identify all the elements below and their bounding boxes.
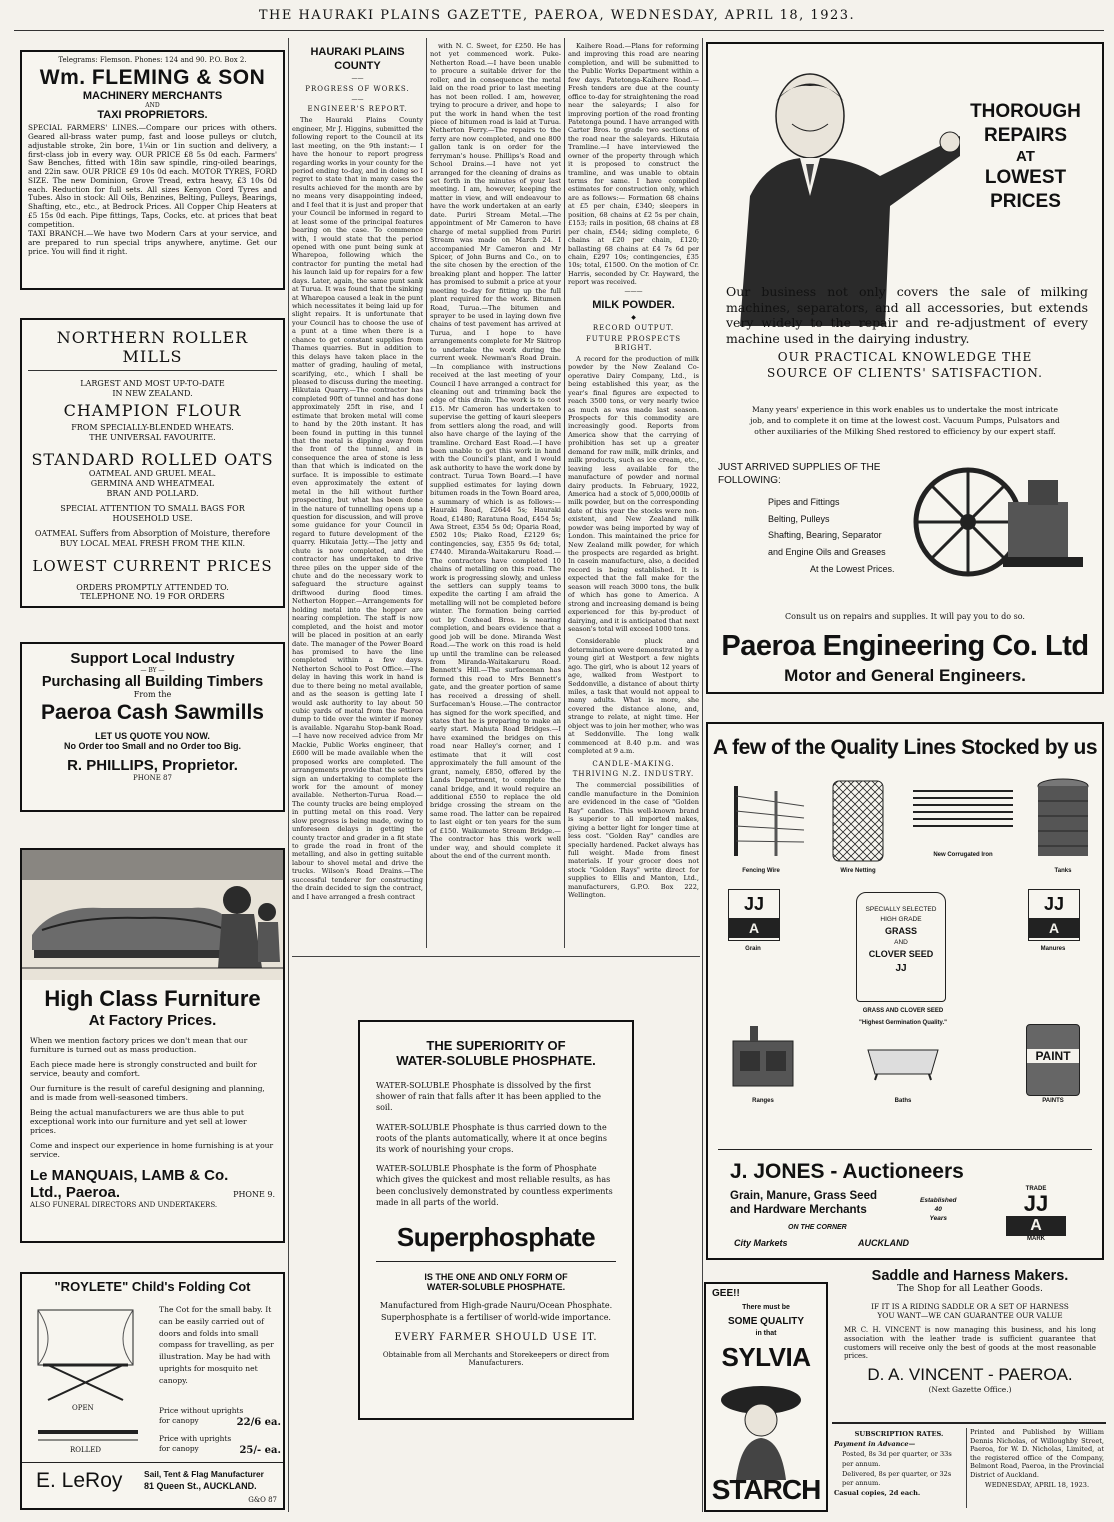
engineering-item1: Pipes and Fittings (768, 497, 840, 507)
manures-logo-a: A (1029, 918, 1079, 938)
northern-l14: TELEPHONE NO. 19 FOR ORDERS (80, 592, 225, 602)
candle-sub: THRIVING N.Z. INDUSTRY. (572, 770, 695, 779)
range-stove-icon (728, 1026, 798, 1096)
furniture-n2: Ltd., Paeroa. (30, 1184, 121, 1202)
sawmills-l6: LET US QUOTE YOU NOW. (95, 730, 210, 741)
sawmills-advert (20, 642, 285, 812)
paint-can (1026, 1024, 1080, 1096)
phosphate-l2: WATER-SOLUBLE PHOSPHATE. (426, 1281, 566, 1292)
sylvia-l1: There must be (742, 1304, 790, 1311)
furniture-p4: Being the actual manufacturers we are thus able to put exceptional work into our furniture and yet sell at lower prices. (30, 1107, 247, 1135)
sylvia-l3: in that (755, 1330, 777, 1337)
jones-city: City Markets (734, 1238, 788, 1248)
fleming-contact: Telegrams: Flemson. Phones: 124 and 90. P.O. Box 2. (58, 56, 247, 64)
baths-label: Baths (894, 1098, 912, 1104)
seed-bag-l5: CLOVER SEED (868, 948, 934, 959)
milk-body2: Considerable pluck and determination were demonstrated by a young girl at Westport a few nights ago. The girl, who is about 12 years of age, walked from Westport to Seddonville, a distance of about thirty miles, a task that would not appeal to many adults. What is more, she covered the distance alone, and, strange to relate, at night time. Her object was to join her mother, who was at Seddonville. The long walk commenced at 8.40 p.m. and was completed at 9 a.m. (568, 637, 699, 756)
northern-l13: ORDERS PROMPTLY ATTENDED TO. (76, 582, 229, 592)
cot-price2-c: 25/- ea. (239, 1445, 281, 1457)
milk-body: A record for the production of milk powder by the New Zealand Co-operative Dairy Company, Ltd., is being established this year, as the year's final figures are expected to reach 3500 tons, or very nearly twice as much as was made last season. Prospects for this commodity are increasingly good. Reports from America show that the carrying of prohibition has set up a greater demand for raw milk, milk drinks, and milk products, such as ice cream, etc., leaving less available for the manufacture of powder and normal dairy products. In February, 1922, America had a stock of 5,000,000lb of milk powder, but on the corresponding date of this year the stocks were non-existent, and New Zealand milk powder was being imported by way of London. This maintained the price for New Zealand milk powder, for which the prospects are regarded as bright. In casein manufacture, also, a decided record is being established. It is expected that the fall make for the season will reach 3000 tons, the bulk of which has gone to America. A strong and increasing demand is being experienced for this by-product of dairying, and it is anticipated that next season's total will exceed 1000 tons. (568, 354, 699, 633)
northern-l3: CHAMPION FLOUR (63, 401, 242, 421)
column-rule-4 (702, 38, 703, 1512)
county-column-3: Kaihere Road.—Plans for reforming and improving this road are nearing completion, and will be submitted to the Public Works Department within a few days. Patetonga-Kaihere Road.—Fresh tenders are due at the county office to-day for straightening the road near the saleyards; I also for improving portion of the road fronting Patetonga pound. I have arranged with Carter Bros. to grade two sections of the road near the saleyards. Hikutaia Tramline.—I have interviewed the owner of the property through which it is proposed to construct the tramline, and was unable to obtain terms for same. I have compiled estimates for construction only, which are as follows:— Formation 68 chains at £5 per chain, £340; sleepers in position, 68 chains at £2 5s per chain, £153; rails in position, 68 chains at £8 per chain, £544; siding complete, 6 chains at £20 per chain, £120; ballasting 68 chains at £4 7s 6d per chain, £297 10s; contingencies, £35 10s; total, £1500. On the motion of Cr. Harris, seconded by Cr. Hayward, the report was received. ——— MILK POWDER. ◆ RECORD OUTPUT. FUTURE PROSPECTS BRIGHT. A record for the production of milk powder by the New Zealand Co-operative Dairy Company, Ltd., is being established this year, as the year's final figures are expected to reach 3500 tons, or very nearly twice as much as was made last season. Prospects for this commodity are increasingly good. Reports from America show that the carrying of prohibition has set up a greater demand for raw milk, milk drinks, and milk products, such as ice cream, etc., leaving less available for the manufacture of powder and normal dairy products. In February, 1922, America had a stock of 5,000,000lb of milk powder, but on the corresponding date of this year the stocks were non-existent, and New Zealand milk powder was being imported by way of London. This maintained the price for New Zealand milk powder, for which the prospects are regarded as bright. In casein manufacture, also, a decided record is being established. It is expected that the fall make for the season will reach 3000 tons, the bulk of which has gone to America. A strong and increasing demand is being experienced for this by-product of dairying, and it is anticipated that next season's total will exceed 1000 tons. Considerable pluck and determination were demonstrated by a young girl at Westport a few nights ago. The girl, who is about 12 years of age, walked from Westport to Seddonville, a distance of about thirty miles, a task that would not appeal to many adults. What is more, she covered the distance alone, and, strange to relate, at night time. Her object was to join her mother, who was at Seddonville. The long walk commenced at 8.40 p.m. and was completed at 9 a.m. CANDLE-MAKING. THRIVING N.Z. INDUSTRY. The commercial possibilities of candle manufacture in the Dominion are evidenced in the case of "Golden Ray" candles. This well-known brand is superior to all imported makes, giving a better light for longer time at less cost. "Golden Ray" candles are specially hardened. Packet always has full weight. Made from finest materials. If your grocer does not stock "Golden Rays" write direct for supplies to Ellis and Manton, Ltd., manufacturers, G.P.O. Box 222, Wellington. (568, 42, 699, 900)
county-text-3: Kaihere Road.—Plans for reforming and improving this road are nearing completion, and will be submitted to the Public Works Department within a few days. Patetonga-Kaihere Road.—Fresh tenders are due at the county office to-day for straightening the road near the saleyards; I also for improving portion of the road fronting Patetonga pound. I have arranged with Carter Bros. to grade two sections of the road near the saleyards. Hikutaia Tramline.—I have interviewed the owner of the property through which it is proposed to construct the tramline, and was unable to obtain terms for same. I have compiled estimates for construction only, which are as follows:— Formation 68 chains at £5 per chain, £340; sleepers in position, 68 chains at £2 5s per chain, £153; rails in position, 68 chains at £8 per chain, £544; siding complete, 6 chains at £20 per chain, £120; ballasting 68 chains at £4 7s 6d per chain, £297 10s; contingencies, £35 10s; total, £1500. On the motion of Cr. Harris, seconded by Cr. Hayward, the report was received. (568, 42, 699, 287)
candle-body: The commercial possibilities of candle manufacture in the Dominion are evidenced in the case of "Golden Ray" candles. This well-known brand is superior to all imported makes, giving a better light for longer time at less cost. "Golden Ray" candles are specially hardened. Packet always has full weight. Made from finest materials. If your grocer does not stock "Golden Rays" write direct for supplies to Ellis and Manton, Ltd., manufacturers, G.P.O. Box 222, Wellington. (568, 781, 699, 900)
seed-bag-l4: AND (894, 939, 908, 946)
sawmills-l5: Paeroa Cash Sawmills (41, 700, 264, 724)
sylvia-big: SYLVIA (721, 1342, 811, 1372)
northern-l5: THE UNIVERSAL FAVOURITE. (89, 432, 216, 442)
county-column-1: HAURAKI PLAINS COUNTY —— PROGRESS OF WORKS. —— ENGINEER'S REPORT. The Hauraki Plains County engineer, Mr J. Higgins, submitted the following report to the Council at its last meeting, on the 9th instant:— I have the honour to report progress regarding works in your county for the period ending to-day, and in doing so I regret to state that in many cases the results achieved for the month are by no means very disappointing indeed, and I feel that it is just and proper that your Council be informed in regard to at least some of the principal features bearing on the case. To commence with, I would state that the period opened with one punt being sunk at Wharepoa, following which the contractor for punting the metal had his launch laid up for repairs for a few days. Later, again, the same punt sank at Turua. It was found that the sinking at Wharepoa caused a leak in the punt which necessitates it being laid up for slight repairs. It is unfortunate that your Council has to choose the use of a punt at a time when there is a chance to get constant supplies from Thames quarries. But in addition to this delays have taken place in the matter of grading, hauling of metal, scarifying, etc., which I shall be pleased to discuss during the meeting. Hikutaia Quarry.—The contractor has completed 90ft of tunnel and has done approximately 25ft in rise, and I estimate that broken metal will come to hand by the 20th instant. It has been found in putting in this tunnel that the metal is dipping away from the front of the tunnel, and in consequence the area of stone is less than that which is indicated on the surface. It is impossible to estimate even approximately the extent of metal in the hill without further prospecting, but what has been done in the nature of tunnelling opens up a question for discussion, and will prove some guidance for your Council in regard to future development of the quarry. Hikutaia Jetty.—The jetty and chute is now completed, and the contractor has undertaken to drive three piles on the upper side of the chute and do the necessary work to safeguard the structure against driftwood during flood times. Netherton Hopper.—Arrangements for holding metal into the hopper are nearing completion. The staff is now completed, and the hoist and motor will be placed in position at an early date. The manager of the Power Board has promised to have the line completed within a few days. Netherton School to Post Office.—The delay in having this work in hand is due to there being no metal available, and as the season is getting late I would ask authority to lay about 50 cubic yards of metal from the Paeroa dump to tide over the winter if money is available. Ngarahu Stop-bank Road.—I have now received advice from Mr Mackie, Public Works engineer, that £600 will be made available when the proposed works are completed. The arrangements provide that the settlers sign an undertaking to complete the work for the amount of money available. Netherton-Turua Road.—The county trucks are being employed in putting metal on this road. Very slow progress is being made, owing to unforeseen delays in getting the county tractor and grader in a fit state to grade the road in front of the metalling, and also in getting suitable labour to shovel metal and drive the trucks. Wilson's Road Drains.—The successful tenderer for constructing the drain decided to sign the contract, and I have arranged a fresh contract (292, 46, 423, 901)
sawmills-l2: — BY — (140, 667, 165, 674)
tanks-label: Tanks (1054, 868, 1072, 874)
phosphate-top-rule (292, 956, 700, 957)
phosphate-l5: EVERY FARMER SHOULD USE IT. (394, 1331, 598, 1343)
county-text-1: The Hauraki Plains County engineer, Mr J. Higgins, submitted the following report to the Council at its last meeting, on the 9th instant:— I have the honour to report progress regarding works in your county for the period ending to-day, and in doing so I regret to state that in many cases the results achieved for the month are by no means very disappointing indeed, and I feel that it is just and proper that your Council be informed in regard to at least some of the principal features bearing on the case. To commence with, I would state that the period opened with one punt being sunk at Wharepoa, following which the contractor for punting the metal had his launch laid up for repairs for a few days. Later, again, the same punt sank at Turua. It was found that the sinking at Wharepoa caused a leak in the punt which necessitates it being laid up for slight repairs. It is unfortunate that your Council has to choose the use of a punt at a time when there is a chance to get constant supplies from Thames quarries. But in addition to this delays have taken place in the matter of grading, hauling of metal, scarifying, etc., which I shall be pleased to discuss during the meeting. Hikutaia Quarry.—The contractor has completed 90ft of tunnel and has done approximately 25ft in rise, and I estimate that broken metal will come to hand by the 20th instant. It has been found in putting in this tunnel that the metal is dipping away from the front of the tunnel, and in consequence the area of stone is less than that which is indicated on the surface. It is impossible to estimate even approximately the extent of metal in the hill without further prospecting, but what has been done in the nature of tunnelling opens up a question for discussion, and will prove some guidance for your Council in regard to future development of the quarry. Hikutaia Jetty.—The jetty and chute is now completed, and the contractor has undertaken to drive three piles on the upper side of the chute and do the necessary work to safeguard the structure against driftwood during flood times. Netherton Hopper.—Arrangements for holding metal into the hopper are nearing completion. The staff is now completed, and the hoist and motor will be placed in position at an early date. The manager of the Power Board has promised to have the line completed within a few days. Netherton School to Post Office.—The delay in having this work in hand is due to there being no metal available, and as the season is getting late I would ask authority to lay about 50 cubic yards of metal from the Paeroa dump to tide over the winter if money is available. Ngarahu Stop-bank Road.—I have now received advice from Mr Mackie, Public Works engineer, that £600 will be made available when the proposed works are completed. The arrangements provide that the settlers sign an undertaking to complete the work for the amount of money available. Netherton-Turua Road.—The county trucks are being employed in putting metal on this road. Very slow progress is being made, owing to unforeseen delays in getting the county tractor and grader in a fit state to grade the road in front of the metalling, and also in getting suitable labour to shovel metal and drive the trucks. Wilson's Road Drains.—The successful tenderer for constructing the drain decided to sign the contract, and I have arranged a fresh contract (292, 116, 423, 901)
cot-illustration (28, 1300, 148, 1450)
fleming-body: SPECIAL FARMERS' LINES.—Compare our prices with others. Geared all-brass water pump, fast and loose pulleys or clutch, adjustable stroke, 2in bore, 1¼in or 1in suction and delivery, a first-class job in every way. OUR PRICE £8 5s 0d each. Farmers' Saw Benches, fitted with 18in saw spindle, ring-oiled bearings, and 22in saw. OUR PRICE £9 10s 0d each. MOTOR TYRES, FORD SIZE. The new Dominion, Grove Tread, extra heavy, £3 10s 0d each. Reduction for full sets. All sizes Kenyon Cord Tyres and Tubes. Also in stock: All Oils, Benzines, Belting, Pulleys, Bearings, Shafting, etc., etc., at Bedrock Prices. All Copper Chip Heaters at £5 15s 0d each. Pipe fittings, Taps, Cocks, etc. at prices that beat competition. (28, 123, 277, 229)
grain-label: Grain (745, 946, 761, 952)
jones-corner: ON THE CORNER (788, 1224, 847, 1231)
fencing-wire-icon (716, 776, 806, 866)
northern-l2: IN NEW ZEALAND. (112, 388, 193, 398)
fleming-line1: MACHINERY MERCHANTS (82, 90, 223, 103)
candle-title: CANDLE-MAKING. (592, 759, 675, 768)
seed-label: GRASS AND CLOVER SEED (862, 1008, 944, 1014)
furniture-advert (20, 848, 285, 1243)
sawmills-l8: R. PHILLIPS, Proprietor. (67, 756, 238, 774)
paint-can-label: PAINT (1027, 1049, 1079, 1063)
engineering-knowledge1: OUR PRACTICAL KNOWLEDGE THE (777, 350, 1033, 364)
engineering-arr1: JUST ARRIVED SUPPLIES OF THE (718, 462, 881, 473)
fleming-line2: AND (145, 102, 160, 110)
imprint-box (970, 1428, 1104, 1490)
northern-l4: FROM SPECIALLY-BLENDED WHEATS. (71, 423, 234, 433)
cot-addr2: 81 Queen St., AUCKLAND. (144, 1481, 257, 1491)
jones-title: A few of the Quality Lines Stocked by us (712, 736, 1098, 759)
furniture-n3: PHONE 9. (233, 1190, 275, 1200)
subs-l2: Posted, 8s 3d per quarter, or 33s per annum. (842, 1449, 952, 1468)
northern-l12: LOWEST CURRENT PRICES (32, 556, 273, 575)
phosphate-l6: Obtainable from all Merchants and Storekeepers or direct from Manufacturers. (382, 1350, 610, 1367)
furniture-l1: High Class Furniture (44, 986, 261, 1011)
cot-addr1: Sail, Tent & Flag Manufacturer (144, 1469, 264, 1479)
northern-title: NORTHERN ROLLER MILLS (28, 328, 277, 371)
sylvia-l2: SOME QUALITY (727, 1316, 805, 1327)
jones-advert (706, 722, 1104, 1260)
northern-l8: GERMINA AND WHEATMEAL (90, 478, 215, 488)
jones-trade: TRADE (1025, 1186, 1047, 1192)
grain-logo-jj: JJ (743, 894, 765, 914)
masthead-rule (14, 30, 1104, 31)
engineering-knowledge2: SOURCE OF CLIENTS' SATISFACTION. (767, 366, 1043, 380)
cot-code: G&O 87 (248, 1496, 277, 1504)
engineering-exp: Many years' experience in this work enables us to undertake the most intricate job, and to complete it on time at the lowest cost. Vacuum Pumps, Pulsators and other auxiliaries of the Milking Shed restored to efficiency by our expert staff. (750, 405, 1060, 436)
paints-label: PAINTS (1042, 1098, 1064, 1104)
engineering-arr2: FOLLOWING: (718, 475, 781, 486)
engineering-item2: Belting, Pulleys (768, 513, 830, 524)
phosphate-p2: WATER-SOLUBLE Phosphate is thus carried down to the roots of the plants automatically, where it at once begins its work of nourishing your crops. (376, 1122, 607, 1154)
phosphate-title2: WATER-SOLUBLE PHOSPHATE. (396, 1053, 596, 1068)
column-rule-1 (288, 38, 289, 1512)
saddle-next: (Next Gazette Office.) (928, 1385, 1012, 1394)
phosphate-title1: THE SUPERIORITY OF (426, 1038, 566, 1053)
jones-trademark-jj: JJ (1023, 1191, 1049, 1216)
fleming-taxi: TAXI BRANCH.—We have two Modern Cars at your service, and are prepared to run special trips anywhere, anytime. Get our price. You will find it right. (28, 229, 277, 256)
sawmills-l9: PHONE 87 (133, 773, 172, 782)
jones-name: J. JONES - Auctioneers (730, 1160, 964, 1183)
saddle-l1: IF IT IS A RIDING SADDLE OR A SET OF HARNESS (871, 1302, 1069, 1311)
engineering-name: Paeroa Engineering Co. Ltd (721, 630, 1089, 662)
jones-auckland: AUCKLAND (858, 1238, 909, 1248)
engineering-h2: REPAIRS (983, 124, 1068, 146)
engineering-item4: and Engine Oils and Greases (768, 546, 886, 557)
engineering-consult: Consult us on repairs and supplies. It will pay you to do so. (785, 612, 1025, 621)
furniture-p2: Each piece made here is strongly constructed and built for service, beauty and comfort. (30, 1059, 257, 1078)
furniture-l2: At Factory Prices. (88, 1012, 217, 1029)
subs-l4: Casual copies, 2d each. (834, 1489, 921, 1498)
county-text-2: with N. C. Sweet, for £250. He has not yet commenced work. Puke-Netherton Road.—I have been unable to procure a suitable driver for the roller, and in consequence the metal laid on the road prior to last meeting has not been rolled. I am, however, trying to procure a driver, and hope to put the work in hand when the test piece of bitumen road is laid at Turua. Netherton Ferry.—The repairs to the ferry are now completed, and one 800 gallon tank is on order for the ferryman's house. Phillips's Road and School Drains.—I have not yet arranged for the cleaning of drains as set forth in the minutes of your last meeting. I am, however, keeping the matter in view, and will endeavour to have the work undertaken at an early date. Puriri Stream Metal.—The appointment of Mr Cameron to have charge of metal supplied from Puriri Stream was made on March 24. I accompanied Mr Cameron and Mr Spicer, of John Burns and Co., on to the site chosen by the erection of the breaking plant and hopper. The latter has promised to submit a price at your meeting to-day for fitting up the full plant required for the work. Bitumen Road, Turua.—The bitumen and sprayer to be used in laying down five chains of test pavement has arrived at Turua, and I hope to have arrangements complete for Mr Skitrop to undertake the work during the current week. Newman's Road Drain.—In compliance with instructions received at the last meeting of your Council I have arranged a contract for cleaning out and trimming back the edge of this drain. The work is to cost £15. Mr Cameron has undertaken to supervise the getting of kauri sleepers from settlers along the road, and will also have charge of the laying of the tramline. Orchard East Road.—I have been unable to get this work in hand with the Council's plant, and I would ask authority to have the work done by contract. Turua Town Board.—I have supplied estimates for laying down bitumen roads in the Town Board area, a summary of which is as follows:— Hauraki Road, £2644 5s; Hauraki Road, £1480; Raratuna Road, £454 5s; Awa Street, £354 5s 0d; Oparia Road, £502 10s; Piako Road, £2129 6s; contingencies, say, £355 9s 6d; total, £7440. Miranda-Waitakaruru Road.—The contractors have completed 10 chains of metalling on this road. The work is progressing slowly, and unless the settlers can supply teams to expedite the carting I am afraid the metalling will not be completed before winter. The formation being carried out by Coxhead Bros. is nearing completion, and bears evidence that a good job will be done. Miranda West Road.—The work on this road is held up until the tramline can be released from Miranda-Waitakaruru Road. Bennett's Hill.—The surfaceman has formed this road to Mrs Bennett's gate, and the greater portion of same has received a dressing of shell. Surfaceman's House.—The contractor has signed for the work specified, and states that he is preparing to make an early start. Mahuta Road Bridges.—I have examined the bridges on this road near Halley's corner, and I estimate that it will cost approximately the full amount of the grant, namely, £850, offered by the Lands Department, to complete the canal bridge, and it would require an additional £550 to replace the old bridge crossing the stream on the same road. The latter can be repaired to last eight or ten years for the sum of £150. Waikumete Stream Bridge.—The contractor has this work well under way, and should complete it about the end of the current month. (430, 42, 561, 860)
furniture-illustration (22, 850, 283, 980)
column-rule-2 (426, 38, 427, 948)
cot-rolled: ROLLED (70, 1446, 102, 1454)
saddle-advert (836, 1262, 1104, 1420)
jones-est: Established (920, 1197, 957, 1204)
phosphate-l4: Superphosphate is a fertiliser of world-wide importance. (381, 1312, 611, 1322)
northern-l11: OATMEAL Suffers from Absorption of Moisture, therefore BUY LOCAL MEAL FRESH FROM THE KILN. (34, 529, 271, 548)
furniture-n4: ALSO FUNERAL DIRECTORS AND UNDERTAKERS. (30, 1201, 218, 1210)
northern-l6: STANDARD ROLLED OATS (31, 450, 274, 470)
county-sub2: ENGINEER'S REPORT. (307, 105, 408, 114)
engineering-advert (706, 42, 1104, 694)
county-sub: PROGRESS OF WORKS. (305, 84, 410, 93)
sawmills-l1: Support Local Industry (70, 650, 235, 667)
cot-footer-rule (22, 1462, 283, 1463)
subs-title: SUBSCRIPTION RATES. (854, 1430, 944, 1438)
county-title: HAURAKI PLAINS COUNTY (310, 46, 405, 73)
seed-bag-jj: JJ (895, 963, 907, 975)
engineering-h5: PRICES (990, 191, 1061, 212)
sawmills-l3: Purchasing all Building Timbers (41, 674, 264, 690)
seed-bag-l3: GRASS (884, 925, 917, 936)
northern-l10: SPECIAL ATTENTION TO SMALL BAGS FOR HOUSEHOLD USE. (60, 504, 245, 523)
fencing-label: Fencing Wire (742, 868, 780, 874)
cot-desc: The Cot for the small baby. It can be easily carried out of doors and folds into small compass for travelling, as per illustration. May be had with uprights for mosquito net canopy. (159, 1305, 274, 1385)
sylvia-starch: STARCH (711, 1474, 821, 1505)
furniture-p3: Our furniture is the result of careful designing and planning, and is made from well-seasoned timbers. (30, 1083, 265, 1102)
milk-title: MILK POWDER. (592, 299, 675, 312)
phosphate-l1: IS THE ONE AND ONLY FORM OF (424, 1271, 568, 1282)
cot-price1-c: 22/6 ea. (236, 1416, 281, 1428)
manures-label: Manures (1040, 946, 1066, 952)
phosphate-advert (358, 1020, 634, 1420)
furniture-p5: Come and inspect our experience in home furnishing is at your service. (30, 1140, 274, 1159)
northern-l1: LARGEST AND MOST UP-TO-DATE (80, 379, 225, 388)
northern-mills-advert (20, 318, 285, 608)
engineering-h1: THOROUGH (970, 101, 1081, 122)
cot-price2-a: Price with uprights (159, 1434, 232, 1444)
wire-netting-icon (823, 776, 893, 866)
cot-open: OPEN (72, 1404, 94, 1412)
engineering-item3: Shafting, Bearing, Separator (768, 530, 882, 541)
cot-title: "ROYLETE" Child's Folding Cot (54, 1279, 251, 1294)
seed-bag-l1: SPECIALLY SELECTED (865, 906, 937, 913)
netting-label: Wire Netting (840, 868, 876, 874)
saddle-name: D. A. VINCENT - PAEROA. (867, 1365, 1073, 1384)
seed-quality: "Highest Germination Quality." (859, 1020, 947, 1026)
saddle-title: Saddle and Harness Makers. (871, 1268, 1069, 1284)
jones-mark: MARK (1027, 1236, 1045, 1242)
engineering-sub: Motor and General Engineers. (784, 666, 1026, 685)
ranges-label: Ranges (752, 1098, 774, 1104)
subs-l1: Payment in Advance— (834, 1439, 916, 1448)
iron-label: New Corrugated Iron (933, 852, 993, 858)
imprint-text: Printed and Published by William Dennis Nicholas, of Willoughby Street, Paeroa, for W. D. Nicholas, Limited, at the registered office of the Company, Belmont Road, Paeroa, in the Provincial District of Auckland. (970, 1428, 1104, 1479)
jones-trademark (1006, 1186, 1066, 1242)
northern-l7: OATMEAL AND GRUEL MEAL. (88, 469, 217, 479)
corrugated-iron-icon (913, 786, 1013, 836)
seed-bag-l2: HIGH GRADE (880, 915, 922, 923)
subs-l3: Delivered, 8s per quarter, or 32s per annum. (842, 1469, 952, 1488)
subscription-box (834, 1430, 964, 1499)
fleming-line3: TAXI PROPRIETORS. (97, 109, 208, 122)
tank-icon (1033, 776, 1093, 866)
county-column-2 (430, 42, 561, 947)
engineering-h4: LOWEST (984, 167, 1067, 189)
sylvia-gee: GEE!! (712, 1288, 740, 1299)
milk-sub: RECORD OUTPUT. (592, 324, 675, 333)
sawmills-l4: From the (133, 690, 172, 699)
furniture-n1: Le MANQUAIS, LAMB & Co. (30, 1167, 229, 1185)
cot-price2-b: for canopy (159, 1444, 199, 1454)
imprint-top-rule (832, 1422, 1106, 1424)
manures-logo-jj: JJ (1043, 894, 1065, 914)
jones-sub: Grain, Manure, Grass Seed (730, 1190, 878, 1202)
fleming-name: Wm. FLEMING & SON (39, 66, 266, 90)
fleming-advert (20, 50, 285, 290)
imprint-date: WEDNESDAY, APRIL 18, 1923. (984, 1481, 1090, 1490)
imprint-divider (966, 1428, 967, 1508)
cot-advert (20, 1272, 285, 1510)
northern-l9: BRAN AND POLLARD. (106, 488, 199, 498)
sylvia-advert (704, 1282, 828, 1512)
bath-icon (863, 1042, 943, 1082)
furniture-p1: When we mention factory prices we don't mean that our furniture is turned out as mass production. (30, 1036, 248, 1054)
grain-logo-a: A (729, 918, 779, 938)
engineering-h3: AT (1016, 147, 1035, 165)
column-rule-3 (564, 38, 565, 948)
flywheel-engine-illustration (908, 462, 1088, 582)
jones-est3: Years (929, 1215, 947, 1223)
grain-logo (728, 889, 780, 941)
cot-price1-a: Price without uprights (159, 1406, 244, 1415)
phosphate-l3: Manufactured from High-grade Nauru/Ocean Phosphate. (379, 1300, 613, 1310)
phosphate-p1: WATER-SOLUBLE Phosphate is dissolved by the first shower of rain that falls after it has been applied to the soil. (376, 1081, 602, 1113)
cot-name: E. LeRoy (36, 1469, 123, 1492)
manures-logo (1028, 889, 1080, 941)
seed-bag (856, 892, 946, 1002)
jones-est2: 40 (934, 1206, 942, 1214)
engineering-body: Our business not only covers the sale of milking machines, separators, and all accessories, but extends very widely to the repair and re-adjustment of every machine used in the dairying industry. (726, 284, 1088, 346)
milk-sub2: FUTURE PROSPECTS BRIGHT. (585, 335, 682, 353)
phosphate-p3: WATER-SOLUBLE Phosphate is the form of Phosphate which gives the quickest and most reliable results, as has been conclusively demonstrated by countless experiments made in all parts of the world. (376, 1164, 613, 1207)
saddle-body: MR C. H. VINCENT is now managing this business, and his long association with the leather trade is sufficient guarantee that customers will receive only the best of goods at the most reasonable prices. (844, 1326, 1096, 1361)
woman-illustration (706, 1380, 826, 1480)
saddle-l2: YOU WANT—WE CAN GUARANTEE OUR VALUE (877, 1311, 1063, 1320)
jones-trademark-a: A (1006, 1216, 1066, 1236)
cot-price1-b: for canopy (159, 1415, 199, 1425)
masthead: THE HAURAKI PLAINS GAZETTE, PAEROA, WEDNESDAY, APRIL 18, 1923. (258, 8, 856, 23)
jones-footer-rule (718, 1149, 1092, 1150)
saddle-sub: The Shop for all Leather Goods. (897, 1284, 1043, 1294)
jones-sub2: and Hardware Merchants (730, 1204, 867, 1216)
engineering-item5: At the Lowest Prices. (810, 563, 895, 574)
phosphate-big: Superphosphate (376, 1222, 616, 1262)
sawmills-l7: No Order too Small and no Order too Big. (63, 740, 241, 751)
